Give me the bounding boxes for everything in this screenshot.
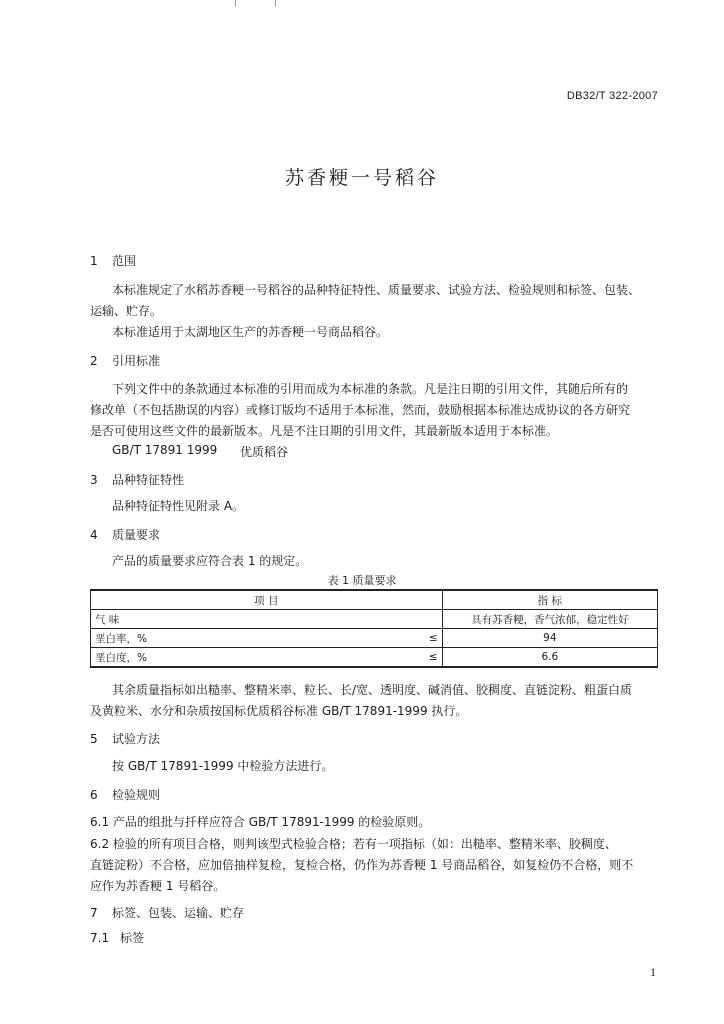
section-title: 检验规则 [112,788,161,802]
row-item: 垩白度，% [91,648,420,668]
paragraph-line: 修改单（不包括勘误的内容）或修订版均不适用于本标准，然而，鼓励根据本标准达成协议的各方研究 [90,403,631,417]
paragraph-line: 本标准适用于太湖地区生产的苏香粳一号商品稻谷。 [112,325,389,339]
row-value: 94 [442,629,657,648]
section-5-heading [90,730,160,747]
table-caption: 表 1 质量要求 [327,574,397,587]
header-index: 指 标 [442,590,657,610]
section-number: 4 [90,528,98,542]
row-item: 垩白率，% [91,629,420,648]
section-title: 试验方法 [112,732,161,746]
section-6-heading [90,786,160,803]
table-row [91,610,658,629]
section-number: 7 [90,906,98,920]
clause-6-2-line: 直链淀粉）不合格，应加倍抽样复检，复检合格，仍作为苏香粳 1 号商品稻谷，如复检仍不合格，则不 [90,858,634,872]
row-operator: ≤ [420,648,443,668]
section-title: 引用标准 [112,354,161,368]
page-number: 1 [650,965,656,979]
paragraph-line: 产品的质量要求应符合表 1 的规定。 [112,554,308,568]
row-operator [420,610,443,629]
section-title: 品种特征特性 [112,473,185,487]
section-title: 质量要求 [112,528,161,542]
section-title: 范围 [112,254,137,268]
section-1-heading [90,252,136,269]
paragraph-line: 本标准规定了水稻苏香粳一号稻谷的品种特征特性、质量要求、试验方法、检验规则和标签、包装、 [112,283,641,297]
reference-name: 优质稻谷 [240,445,289,459]
section-2-heading [90,352,160,369]
section-number: 2 [90,354,98,368]
paragraph-line: 按 GB/T 17891-1999 中检验方法进行。 [112,759,334,773]
quality-table [90,589,658,668]
section-title: 标签 [120,931,145,945]
section-number: 7.1 [90,931,110,945]
paragraph-line: 及黄粒米、水分和杂质按国标优质稻谷标准 GB/T 17891-1999 执行。 [90,704,468,718]
clause-6-1: 6.1 产品的组批与扦样应符合 GB/T 17891-1999 的检验原则。 [90,815,431,829]
table-row [91,629,658,648]
reference-code: GB/T 17891 1999 [112,443,218,457]
section-3-heading [90,471,184,488]
row-value: 6.6 [442,648,657,668]
section-title: 标签、包装、运输、贮存 [112,906,245,920]
row-operator: ≤ [420,629,443,648]
clause-6-2-line: 6.2 检验的所有项目合格，则判该型式检验合格；若有一项指标（如：出糙率、整精米率、胶稠度、 [90,837,617,851]
paragraph-line: 下列文件中的条款通过本标准的引用而成为本标准的条款。凡是注日期的引用文件，其随后所有的 [112,382,629,396]
section-number: 1 [90,254,98,268]
scan-mark [235,0,236,6]
section-number: 5 [90,732,98,746]
paragraph-line: 是否可使用这些文件的最新版本。凡是不注日期的引用文件，其最新版本适用于本标准。 [90,424,559,438]
standard-code: DB32/T 322-2007 [566,90,658,102]
header-item: 项 目 [91,590,443,610]
scan-mark [275,0,276,6]
document-title: 苏香粳一号稻谷 [284,167,439,189]
paragraph-line: 品种特征特性见附录 A。 [112,499,245,513]
row-item: 气 味 [91,610,420,629]
clause-6-2-line: 应作为苏香粳 1 号稻谷。 [90,879,226,893]
section-7-1-heading [90,929,144,946]
section-4-heading [90,526,160,543]
paragraph-line: 其余质量指标如出糙率、整精米率、粒长、长/宽、透明度、碱消值、胶稠度、直链淀粉、粗蛋白质 [112,683,633,697]
table-row [91,648,658,668]
section-7-heading [90,904,244,921]
paragraph-line: 运输、贮存。 [90,304,163,318]
section-number: 6 [90,788,98,802]
section-number: 3 [90,473,98,487]
table-header-row [91,590,658,610]
row-value: 具有苏香粳，香气浓郁，稳定性好 [442,610,657,629]
